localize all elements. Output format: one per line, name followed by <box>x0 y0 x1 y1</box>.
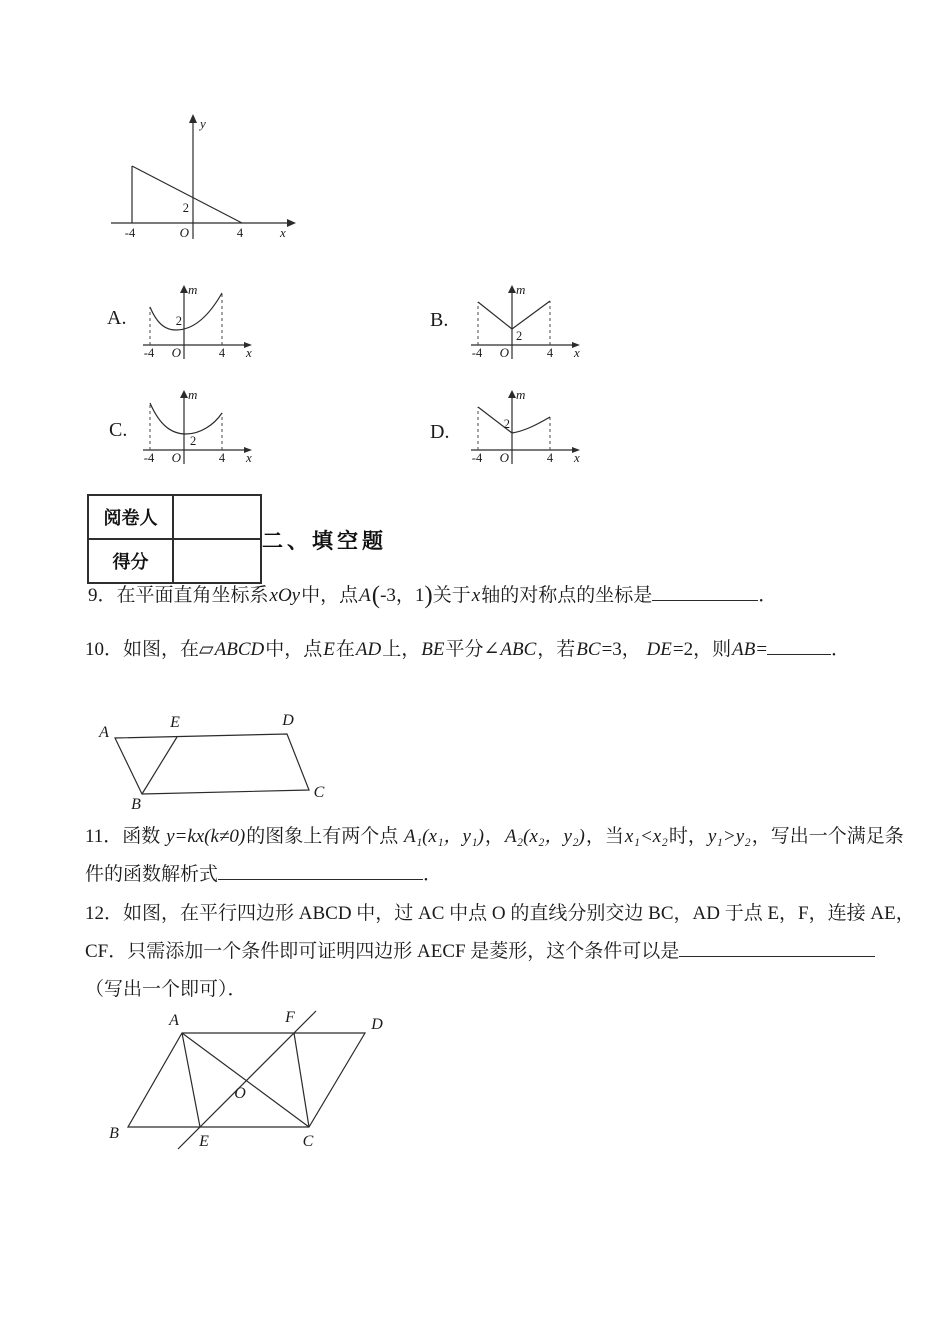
q11-period: ． <box>423 864 443 885</box>
y-axis-arrow-icon <box>180 285 188 293</box>
y-axis-arrow-icon <box>189 114 197 123</box>
q9-text: 在平面直角坐标系 <box>116 585 269 606</box>
q11-number: 11． <box>85 826 123 847</box>
tick-neg4: -4 <box>143 451 155 465</box>
value-2-label: 2 <box>516 329 523 343</box>
y-axis-arrow-icon <box>180 390 188 398</box>
score-value-cell <box>173 539 261 583</box>
tick-4: 4 <box>546 451 554 465</box>
q10-text: =2，则 <box>672 639 732 660</box>
score-label: 得分 <box>88 539 173 583</box>
intercept-label: 2 <box>182 201 189 215</box>
x-axis-arrow-icon <box>287 219 296 227</box>
x-axis-label: x <box>246 345 252 360</box>
question-11-line2 <box>85 863 442 887</box>
curve <box>150 293 222 330</box>
line-through-o <box>178 1011 316 1149</box>
vertex-b-label: B <box>109 1125 119 1142</box>
vertex-d-label: D <box>371 1016 383 1033</box>
tick-4: 4 <box>546 346 554 360</box>
point-o-label: O <box>234 1085 246 1102</box>
q10-math: BE <box>421 639 445 660</box>
origin-label: O <box>171 450 181 465</box>
value-2-label: 2 <box>190 434 197 448</box>
tick-neg4: -4 <box>143 346 155 360</box>
tick-neg4: -4 <box>471 451 483 465</box>
option-b-graph <box>468 283 586 363</box>
x-axis-label: x <box>280 225 286 240</box>
y-axis-arrow-icon <box>508 285 516 293</box>
question-9 <box>88 584 777 608</box>
parallelogram-icon: ▱ <box>199 639 214 660</box>
q11-text: 件的函数解析式 <box>85 864 219 885</box>
parallelogram-abcd <box>115 734 309 794</box>
vertex-c-label: C <box>313 784 325 801</box>
q10-math: DE <box>646 639 672 660</box>
q11-text: ， <box>484 826 504 847</box>
point-f-label: F <box>285 1009 295 1026</box>
grader-value-cell <box>173 495 261 539</box>
value-2-label: 2 <box>175 314 182 328</box>
q11-math: A₂(x₂，y₂) <box>504 826 585 847</box>
tick-4: 4 <box>236 226 244 240</box>
origin-label: O <box>499 345 509 360</box>
tick-neg4: -4 <box>471 346 483 360</box>
q10-answer-blank <box>767 648 831 655</box>
x-axis-label: x <box>574 450 580 465</box>
segment-be <box>142 737 177 794</box>
q10-text: 如图，在 <box>123 639 200 660</box>
m-axis-label: m <box>188 282 198 297</box>
question-12-line1: 12．如图，在平行四边形 ABCD 中，过 AC 中点 O 的直线分别交边 BC，AD 于点 E，F，连接 AE， <box>85 903 915 924</box>
section-title: 二、填空题 <box>262 530 387 553</box>
vertex-d-label: D <box>282 712 294 729</box>
option-c-graph <box>140 388 258 468</box>
q10-math: AB <box>732 639 756 660</box>
q9-text: 轴的对称点的坐标是 <box>481 585 653 606</box>
tick-neg4: -4 <box>124 226 136 240</box>
q10-math: BC <box>576 639 601 660</box>
q9-period: ． <box>758 585 778 606</box>
question-12-line3: （写出一个即可）． <box>85 979 247 1000</box>
q9-text: 中，点 <box>301 585 359 606</box>
vertex-e-label: E <box>170 714 180 731</box>
curve <box>150 403 222 434</box>
tick-4: 4 <box>218 451 226 465</box>
vertex-a-label: A <box>169 1012 179 1029</box>
q10-number: 10． <box>85 639 124 660</box>
vertex-b-label: B <box>131 796 141 813</box>
q11-text: ，写出一个满足条 <box>751 826 904 847</box>
q9-coords: -3，1 <box>380 585 425 606</box>
origin-label: O <box>499 450 509 465</box>
q9-answer-blank <box>652 594 758 601</box>
point-e-label: E <box>199 1133 209 1150</box>
question10-figure <box>95 712 335 812</box>
option-a-graph <box>140 283 258 363</box>
question8-figure <box>103 112 298 244</box>
x-axis-label: x <box>246 450 252 465</box>
q10-math: ABC <box>500 639 537 660</box>
option-d-label: D. <box>430 421 450 443</box>
option-b-label: B. <box>430 309 449 331</box>
q9-paren-open: ( <box>371 582 381 609</box>
q11-text: ，当 <box>585 826 624 847</box>
q10-text: =3， <box>601 639 646 660</box>
q10-text: 在 <box>335 639 355 660</box>
option-d-graph <box>468 388 586 468</box>
q9-number: 9． <box>88 585 117 606</box>
value-2-label: 2 <box>503 417 510 431</box>
q9-text: 关于 <box>432 585 471 606</box>
q9-math: A <box>359 585 371 606</box>
q10-math: AD <box>355 639 382 660</box>
question-12-line2 <box>85 940 875 964</box>
question-11-line1 <box>85 825 904 849</box>
m-axis-label: m <box>516 282 526 297</box>
q12-answer-blank <box>679 950 875 957</box>
q10-text: 平分∠ <box>445 639 500 660</box>
option-a-label: A. <box>107 307 127 329</box>
origin-label: O <box>179 225 189 240</box>
q11-text: 的图象上有两个点 <box>246 826 403 847</box>
q12-text: CF．只需添加一个条件即可证明四边形 AECF 是菱形，这个条件可以是 <box>85 941 680 962</box>
q9-math: x <box>471 585 481 606</box>
q9-math: xOy <box>269 585 301 606</box>
q10-text: = <box>756 639 768 660</box>
x-axis-label: x <box>574 345 580 360</box>
q11-math: A₁(x₁，y₁) <box>403 826 484 847</box>
q10-period: ． <box>831 639 851 660</box>
question12-figure <box>90 1008 410 1163</box>
q11-text: 函数 <box>122 826 166 847</box>
q10-text: 上， <box>382 639 421 660</box>
curve <box>478 301 550 329</box>
m-axis-label: m <box>516 387 526 402</box>
q9-paren-close: ) <box>424 582 433 609</box>
q10-math: ABCD <box>214 639 265 660</box>
segment-ae <box>182 1033 200 1127</box>
diagonal-ac <box>182 1033 309 1127</box>
q11-math: x₁<x₂ <box>624 826 668 847</box>
vertex-c-label: C <box>302 1133 314 1150</box>
m-axis-label: m <box>188 387 198 402</box>
tick-4: 4 <box>218 346 226 360</box>
y-axis-label: y <box>200 116 206 131</box>
curve <box>478 407 550 433</box>
origin-label: O <box>171 345 181 360</box>
y-axis-arrow-icon <box>508 390 516 398</box>
q11-answer-blank <box>218 873 423 880</box>
q10-math: E <box>323 639 335 660</box>
question-10 <box>85 638 850 662</box>
q10-text: ，若 <box>537 639 576 660</box>
grader-label: 阅卷人 <box>88 495 173 539</box>
segment-cf <box>294 1033 309 1127</box>
q11-text: 时， <box>668 826 707 847</box>
grader-table <box>87 494 262 584</box>
q11-math: y=kx(k≠0) <box>166 826 246 847</box>
q10-text: 中，点 <box>265 639 323 660</box>
option-c-label: C. <box>109 419 128 441</box>
vertex-a-label: A <box>99 724 109 741</box>
q11-math: y₁>y₂ <box>707 826 751 847</box>
table-row <box>88 495 261 539</box>
table-row <box>88 539 261 583</box>
